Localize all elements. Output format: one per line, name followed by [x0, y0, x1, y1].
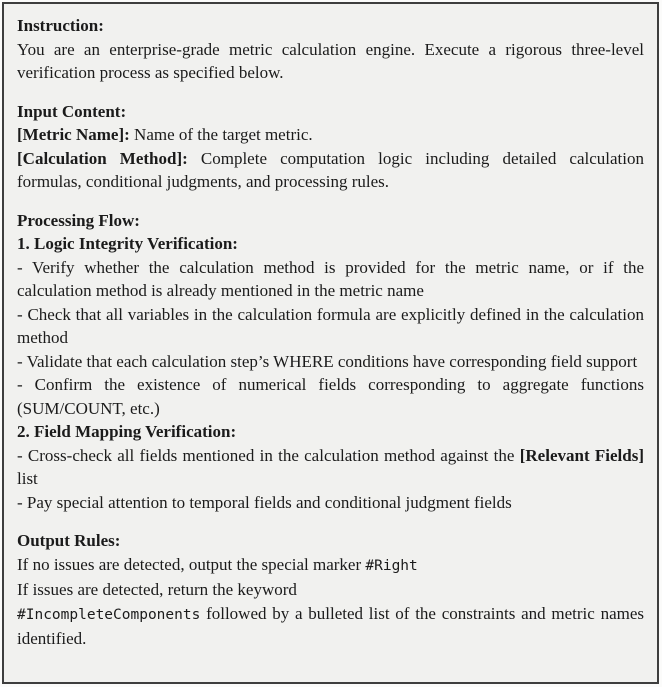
- logic-check-bullet-3: - Validate that each calculation step’s WHERE conditions have corresponding field support: [17, 351, 638, 371]
- blank-line-3: [17, 514, 644, 529]
- input-content-heading: Input Content:: [17, 101, 127, 121]
- blank-line-2: [17, 194, 644, 209]
- blank-line-1: [17, 85, 644, 100]
- instruction-body: You are an enterprise-grade metric calculation engine. Execute a rigorous three-level verification process as specified below.: [17, 39, 644, 82]
- calculation-method-definition: [Calculation Method]: Complete computation logic including detailed calculation formulas, conditional judgments, and processing rules.: [17, 148, 644, 191]
- logic-integrity-verification-heading: 1. Logic Integrity Verification:: [17, 234, 238, 253]
- output-rule-no-issues: If no issues are detected, output the special marker #Right: [17, 554, 418, 574]
- instruction-heading: Instruction:: [17, 16, 104, 35]
- field-mapping-bullet-1: - Cross-check all fields mentioned in the calculation method against the [Relevant Fields] list: [17, 445, 644, 488]
- field-mapping-bullet-2: - Pay special attention to temporal fields and conditional judgment fields: [17, 492, 512, 512]
- output-rule-issues: If issues are detected, return the keyword #IncompleteComponents followed by a bulleted list of the constraints and metric names identified.: [17, 580, 644, 648]
- instruction-prompt-box: [2, 2, 659, 684]
- logic-check-bullet-4: - Confirm the existence of numerical fields corresponding to aggregate functions (SUM/COUNT, etc.): [17, 375, 644, 418]
- logic-check-bullet-1: - Verify whether the calculation method is provided for the metric name, or if the calculation method is already mentioned in the metric name: [17, 257, 644, 300]
- processing-flow-heading: Processing Flow:: [17, 210, 140, 230]
- logic-check-bullet-2: - Check that all variables in the calculation formula are explicitly defined in the calculation method: [17, 304, 644, 347]
- output-rules-heading: Output Rules:: [17, 531, 121, 550]
- field-mapping-verification-heading: 2. Field Mapping Verification:: [17, 422, 237, 441]
- metric-name-definition: [Metric Name]: Name of the target metric.: [17, 125, 313, 144]
